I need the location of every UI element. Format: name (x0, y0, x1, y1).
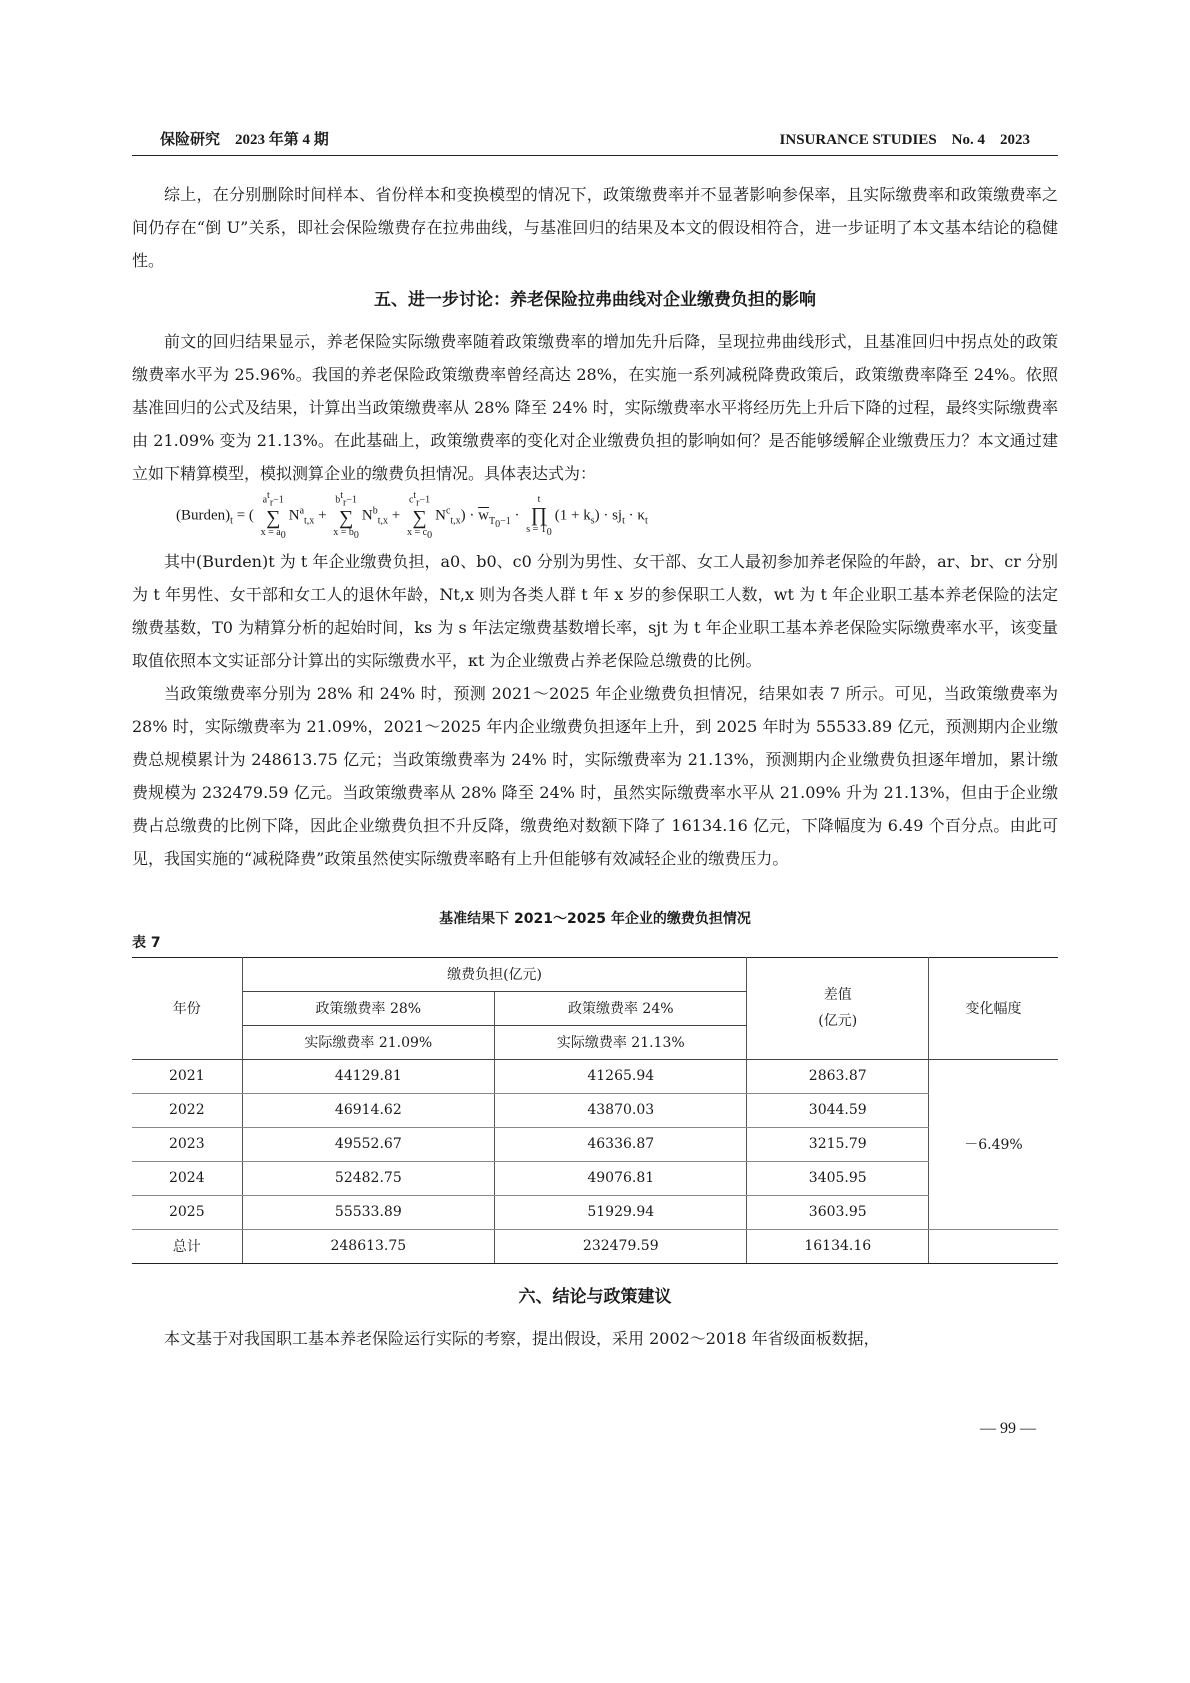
sum3-top-tail: −1 (419, 494, 431, 506)
row-value-28: 44129.81 (242, 1059, 494, 1093)
sum1-bottom: x = a (260, 527, 281, 539)
section-6-paragraph-1: 本文基于对我国职工基本养老保险运行实际的考察，提出假设，采用 2002～2018 年省级面板数据， (164, 1328, 880, 1348)
sum1-top: a (262, 494, 268, 506)
row-diff: 2863.87 (747, 1059, 929, 1093)
header-rule (132, 155, 1058, 156)
sum2-bottom-sub: 0 (353, 530, 359, 542)
plus-1: + (314, 507, 331, 524)
row-year: 2022 (132, 1093, 242, 1127)
wbar-sub: T (489, 515, 496, 527)
sum3-bottom: x = c (407, 527, 428, 539)
prod-term-sub: s (590, 515, 595, 527)
col-actual-28: 实际缴费率 21.09% (242, 1025, 494, 1059)
wage-base-bar: $\overline{w}$ (478, 507, 490, 524)
section-5-title: 五、进一步讨论：养老保险拉弗曲线对企业缴费负担的影响 (374, 290, 816, 310)
table-7-title: 基准结果下 2021～2025 年企业的缴费负担情况 (439, 910, 751, 927)
sj-sub: t (622, 515, 625, 527)
col-diff-line2: (亿元) (818, 1013, 858, 1030)
formula-lhs-sub: t (230, 515, 233, 527)
row-year: 2024 (132, 1161, 242, 1195)
wbar-sub2: 0 (495, 518, 501, 530)
row-diff: 16134.16 (747, 1229, 929, 1263)
formula-eq: = ( (232, 507, 254, 524)
section-5-paragraph-3: 当政策缴费率分别为 28% 和 24% 时，预测 2021～2025 年企业缴费负担情况，结果如表 7 所示。可见，当政策缴费率为 28% 时，实际缴费率为 21.09%，2021～2025 年内企业缴费负担逐年上升，到 2025 年时为 55533.89 亿元，预测期内企业缴费总规模累计为 248613.75 亿元；当政策缴费率为 24% 时，实际缴费率为 21.13%，预测期内企业缴费负担逐年增加，累计缴费规模为 232479.59 亿元。当政策缴费率从 28% 降至 24% 时，虽然实际缴费率水平从 21.09% 升为 21.13%，但由于企业缴费占总缴费的比例下降，因此企业缴费负担不升反降，缴费绝对数额下降了 16134.16 亿元，下降幅度为 6.49 个百分点。由此可见，我国实施的“减税降费”政策虽然使实际缴费率略有上升但能够有效减轻企业的缴费压力。 (132, 683, 1058, 868)
sum3-top: c (408, 494, 414, 506)
section-6-title: 六、结论与政策建议 (518, 1286, 672, 1307)
row-value-24: 46336.87 (495, 1127, 747, 1161)
wbar-tail: −1 (500, 515, 511, 527)
row-value-28: 52482.75 (242, 1161, 494, 1195)
term-1-sup: a (299, 505, 305, 517)
sum3-top-sup: t (413, 490, 417, 501)
section-5-paragraph-1: 前文的回归结果显示，养老保险实际缴费率随着政策缴费率的增加先升后降，呈现拉弗曲线形式，且基准回归中拐点处的政策缴费率水平为 25.96%。我国的养老保险政策缴费率曾经高达 28%，在实施一系列减税降费政策后，政策缴费率降至 24%。依照基准回归的公式及结果，计算出当政策缴费率从 28% 降至 24% 时，实际缴费率水平将经历先上升后下降的过程，最终实际缴费率由 21.09% 变为 21.13%。在此基础上，政策缴费率的变化对企业缴费负担的影响如何？是否能够缓解企业缴费压力？本文通过建立如下精算模型，模拟测算企业的缴费负担情况。具体表达式为： (132, 332, 1058, 483)
journal-issue: 保险研究 2023 年第 4 期 (160, 132, 329, 148)
sigma-2: ∑ (338, 507, 354, 530)
formula-close: ) · (460, 507, 479, 524)
sigma-3: ∑ (412, 507, 427, 530)
col-year: 年份 (132, 957, 242, 1059)
formula-dot: · (510, 507, 524, 524)
term-3-sub: t,x (450, 515, 461, 527)
term-3-sup: c (445, 505, 451, 517)
running-header (132, 128, 1058, 154)
change-value: －6.49% (929, 1059, 1058, 1229)
kappa-sub: t (644, 515, 648, 527)
prod-bottom-sub: 0 (546, 526, 552, 538)
total-change-empty (929, 1229, 1058, 1263)
sum2-top-sub: r (343, 497, 347, 509)
row-value-28: 55533.89 (242, 1195, 494, 1229)
table-row (132, 1161, 1058, 1195)
row-diff: 3044.59 (747, 1093, 929, 1127)
product (523, 494, 554, 539)
section-5-paragraph-2: 其中(Burden)t 为 t 年企业缴费负担，a0、b0、c0 分别为男性、女干部、女工人最初参加养老保险的年龄，ar、br、cr 分别为 t 年男性、女干部和女工人的退休年龄，Nt,x 则为各类人群 t 年 x 岁的参保职工人数，wt 为 t 年企业职工基本养老保险的法定缴费基数，T0 为精算分析的起始时间，ks 为 s 年法定缴费基数增长率，sjt 为 t 年企业职工基本养老保险实际缴费率水平，该变量取值依照本文实证部分计算出的实际缴费水平，κt 为企业缴费占养老保险总缴费的比例。 (132, 551, 1058, 670)
term-2: N (361, 507, 373, 524)
col-policy-28: 政策缴费率 28% (242, 991, 494, 1025)
sum2-top-tail: −1 (346, 494, 357, 506)
prod-term: (1 + k (554, 507, 591, 524)
row-value-24: 51929.94 (495, 1195, 747, 1229)
table-row (132, 1127, 1058, 1161)
col-policy-24: 政策缴费率 24% (495, 991, 747, 1025)
kappa: · κ (624, 507, 645, 524)
row-year: 总计 (132, 1229, 242, 1263)
sum3-bottom-sub: 0 (427, 530, 433, 542)
sum-1 (258, 490, 289, 542)
sum1-top-tail: −1 (273, 494, 284, 506)
pi-symbol: ∏ (530, 503, 548, 526)
row-value-24: 41265.94 (495, 1059, 747, 1093)
sum1-bottom-sub: 0 (280, 530, 286, 542)
term-3: N (435, 507, 446, 524)
row-year: 2025 (132, 1195, 242, 1229)
sigma-1: ∑ (266, 507, 281, 530)
sum1-top-sub: r (269, 497, 274, 509)
sum2-top: b (335, 494, 341, 506)
page-body (132, 178, 1058, 1355)
table-7 (132, 957, 1058, 1264)
table-row (132, 1059, 1058, 1093)
prod-top: t (537, 493, 541, 505)
term-2-sub: t,x (377, 515, 389, 527)
term-1: N (288, 507, 300, 524)
page-number: — 99 — (980, 1420, 1036, 1437)
row-value-28: 49552.67 (242, 1127, 494, 1161)
plus-2: + (388, 507, 405, 524)
col-diff (747, 957, 929, 1059)
row-value-24: 43870.03 (495, 1093, 747, 1127)
row-value-28: 248613.75 (242, 1229, 494, 1263)
col-burden: 缴费负担(亿元) (242, 957, 747, 991)
table-7-label: 表 7 (132, 934, 161, 951)
table-row (132, 1093, 1058, 1127)
row-value-24: 49076.81 (495, 1161, 747, 1195)
col-actual-24: 实际缴费率 21.13% (495, 1025, 747, 1059)
term-1-sub: t,x (304, 515, 315, 527)
row-year: 2021 (132, 1059, 242, 1093)
sum2-top-sup: t (340, 490, 343, 501)
row-year: 2023 (132, 1127, 242, 1161)
col-diff-line1: 差值 (823, 987, 852, 1004)
prod-term-tail: ) · sj (594, 507, 623, 524)
col-change: 变化幅度 (929, 957, 1058, 1059)
table-row (132, 1195, 1058, 1229)
table-row-total (132, 1229, 1058, 1263)
sum3-top-sub: r (416, 497, 420, 509)
prod-bottom: s = T (526, 523, 547, 535)
row-diff: 3405.95 (747, 1161, 929, 1195)
sum-2 (330, 490, 362, 542)
formula-lhs: (Burden) (176, 507, 231, 524)
row-value-24: 232479.59 (495, 1229, 747, 1263)
row-diff: 3603.95 (747, 1195, 929, 1229)
journal-issue-en: INSURANCE STUDIES No. 4 2023 (779, 132, 1030, 148)
row-value-28: 46914.62 (242, 1093, 494, 1127)
term-2-sup: b (372, 505, 378, 517)
row-diff: 3215.79 (747, 1127, 929, 1161)
sum1-top-sup: t (267, 490, 270, 501)
intro-paragraph: 综上，在分别删除时间样本、省份样本和变换模型的情况下，政策缴费率并不显著影响参保率，且实际缴费率和政策缴费率之间仍存在“倒 U”关系，即社会保险缴费存在拉弗曲线，与基准回归的结果及本文的假设相符合，进一步证明了本文基本结论的稳健性。 (132, 185, 1058, 270)
sum2-bottom: x = b (333, 527, 354, 539)
sum-3 (404, 490, 435, 542)
burden-formula (132, 490, 1058, 545)
